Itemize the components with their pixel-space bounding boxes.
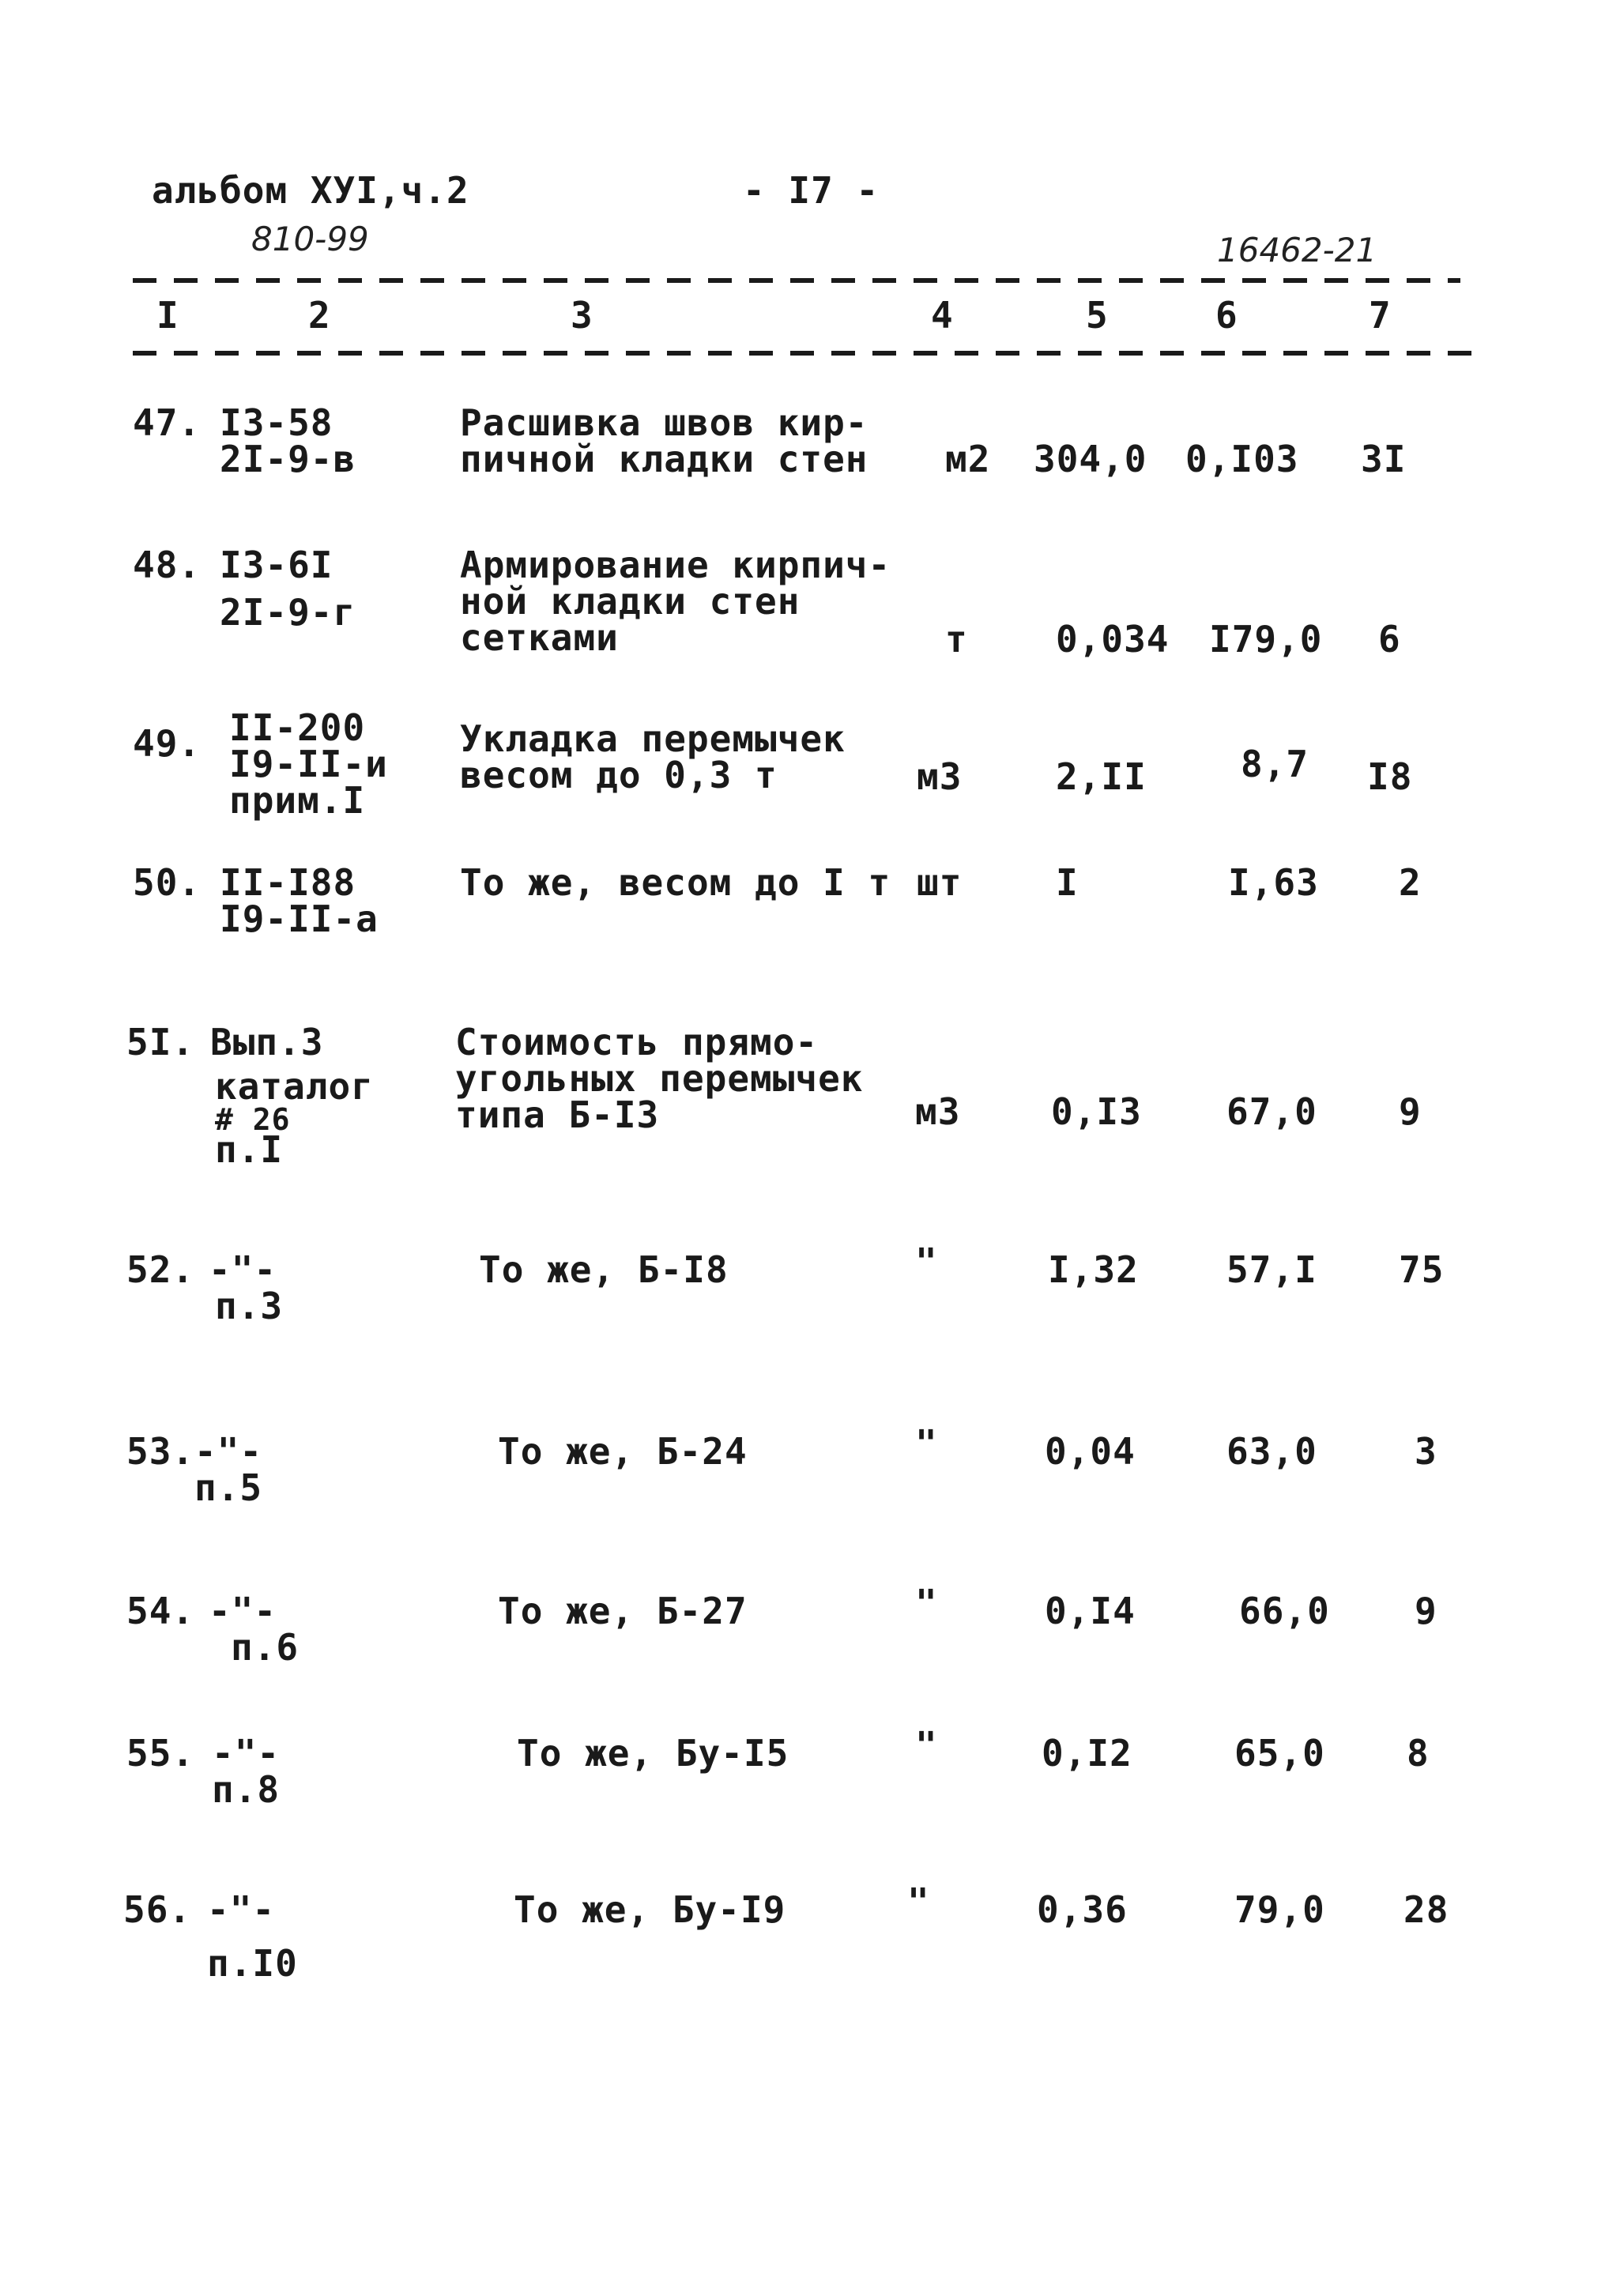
row-unit-price: 79,0 <box>1234 1888 1325 1931</box>
code-line: 2I-9-в <box>220 438 356 480</box>
row-total: I8 <box>1367 755 1413 798</box>
row-unit-price: 67,0 <box>1226 1090 1317 1133</box>
row-number: 49. <box>133 722 202 765</box>
row-codes <box>212 1732 281 1811</box>
row-unit-price: I79,0 <box>1209 618 1323 661</box>
row-quantity: I,32 <box>1048 1248 1139 1291</box>
row-quantity: 0,I4 <box>1045 1590 1136 1632</box>
code-line: -"- <box>194 1430 263 1473</box>
row-number: 52. <box>126 1248 195 1291</box>
row-total: 3I <box>1361 438 1407 480</box>
row-unit: шт <box>917 861 963 904</box>
code-line: -"- <box>212 1732 281 1775</box>
description-line: Армирование кирпич- <box>460 544 891 586</box>
row-description <box>460 544 891 659</box>
row-number: 56. <box>123 1888 192 1931</box>
row-number: 50. <box>133 861 202 904</box>
code-line: I3-58 <box>220 401 333 444</box>
row-unit: м3 <box>917 755 963 798</box>
row-quantity: I <box>1056 861 1079 904</box>
code-line: п.3 <box>215 1285 284 1327</box>
column-header-4: 4 <box>931 294 954 337</box>
header-top-rule <box>133 278 1460 283</box>
row-total: 2 <box>1399 861 1422 904</box>
column-header-6: 6 <box>1215 294 1238 337</box>
row-description: То же, весом до I т <box>460 861 891 904</box>
row-description: То же, Б-27 <box>498 1590 748 1632</box>
code-line: Вып.3 <box>210 1021 324 1063</box>
row-codes <box>220 401 356 480</box>
row-number: 47. <box>133 401 202 444</box>
row-description <box>460 401 868 480</box>
row-codes <box>209 1590 300 1669</box>
code-line: 2I-9-г <box>220 591 356 634</box>
row-number: 53. <box>126 1430 195 1473</box>
row-unit: " <box>907 1880 930 1923</box>
code-line: п.8 <box>212 1768 281 1811</box>
code-line: п.I <box>215 1128 284 1171</box>
row-total: 28 <box>1403 1888 1449 1931</box>
row-unit-price: 8,7 <box>1241 743 1309 785</box>
code-line: каталог <box>215 1065 374 1108</box>
column-header-2: 2 <box>308 294 331 337</box>
description-line: Стоимость прямо- <box>455 1021 819 1063</box>
code-line: -"- <box>209 1248 277 1291</box>
row-total: 9 <box>1415 1590 1437 1632</box>
page-number: - I7 - <box>743 169 880 212</box>
column-header-1: I <box>156 294 179 337</box>
code-line: п.6 <box>231 1626 300 1669</box>
album-reference: альбом ХУI,ч.2 <box>152 169 469 212</box>
code-line: I9-II-и <box>229 743 388 785</box>
row-description: То же, Б-24 <box>498 1430 748 1473</box>
row-description: То же, Бу-I5 <box>517 1732 789 1775</box>
description-line: Укладка перемычек <box>460 717 846 760</box>
row-total: 3 <box>1415 1430 1437 1473</box>
row-description <box>455 1021 864 1136</box>
row-quantity: 2,II <box>1056 755 1147 798</box>
code-line: -"- <box>207 1888 276 1931</box>
row-unit-price: 65,0 <box>1234 1732 1325 1775</box>
row-unit-price: 63,0 <box>1226 1430 1317 1473</box>
row-codes <box>229 706 388 822</box>
row-unit: " <box>915 1582 938 1624</box>
row-unit-price: 0,I03 <box>1185 438 1299 480</box>
row-quantity: 0,I2 <box>1042 1732 1132 1775</box>
description-line: сетками <box>460 616 619 659</box>
row-unit-price: 57,I <box>1226 1248 1317 1291</box>
description-line: весом до 0,3 т <box>460 754 778 796</box>
description-line: Расшивка швов кир- <box>460 401 868 444</box>
column-header-3: 3 <box>571 294 593 337</box>
row-total: 75 <box>1399 1248 1445 1291</box>
row-codes <box>220 544 356 634</box>
code-line: прим.I <box>229 779 366 822</box>
row-number: 5I. <box>126 1021 195 1063</box>
header-bottom-rule <box>133 351 1476 356</box>
row-unit: м2 <box>945 438 991 480</box>
column-header-7: 7 <box>1369 294 1392 337</box>
row-quantity: 0,36 <box>1037 1888 1128 1931</box>
row-unit: м3 <box>915 1090 961 1133</box>
row-quantity: 0,034 <box>1056 618 1170 661</box>
row-quantity: 0,04 <box>1045 1430 1136 1473</box>
handwritten-document-number: 16462-21 <box>1217 231 1377 269</box>
code-line: I9-II-а <box>220 898 379 940</box>
row-unit-price: I,63 <box>1228 861 1319 904</box>
code-line: п.5 <box>194 1466 263 1509</box>
row-number: 54. <box>126 1590 195 1632</box>
description-line: ной кладки стен <box>460 580 801 623</box>
row-number: 55. <box>126 1732 195 1775</box>
row-total: 9 <box>1399 1090 1422 1133</box>
code-line: II-200 <box>229 706 366 749</box>
row-unit: " <box>915 1724 938 1767</box>
row-description: То же, Б-I8 <box>479 1248 729 1291</box>
column-header-5: 5 <box>1086 294 1109 337</box>
row-unit: " <box>915 1422 938 1465</box>
row-codes <box>210 1021 374 1171</box>
row-unit: т <box>945 618 968 661</box>
row-total: 6 <box>1378 618 1401 661</box>
row-description <box>460 717 846 796</box>
row-unit: " <box>915 1240 938 1283</box>
row-codes <box>220 861 379 940</box>
code-line: # 26 <box>215 1102 291 1137</box>
row-codes <box>209 1248 284 1327</box>
code-line: I3-6I <box>220 544 333 586</box>
row-codes <box>194 1430 263 1509</box>
row-unit-price: 66,0 <box>1239 1590 1330 1632</box>
row-description: То же, Бу-I9 <box>514 1888 786 1931</box>
code-line: п.I0 <box>207 1942 298 1985</box>
row-number: 48. <box>133 544 202 586</box>
row-quantity: 304,0 <box>1034 438 1147 480</box>
row-quantity: 0,I3 <box>1051 1090 1142 1133</box>
code-line: -"- <box>209 1590 277 1632</box>
handwritten-album-number: 810-99 <box>251 220 369 258</box>
code-line: II-I88 <box>220 861 356 904</box>
description-line: пичной кладки стен <box>460 438 868 480</box>
description-line: типа Б-I3 <box>455 1093 660 1136</box>
row-total: 8 <box>1407 1732 1430 1775</box>
row-codes <box>207 1888 298 1985</box>
description-line: угольных перемычек <box>455 1057 864 1100</box>
